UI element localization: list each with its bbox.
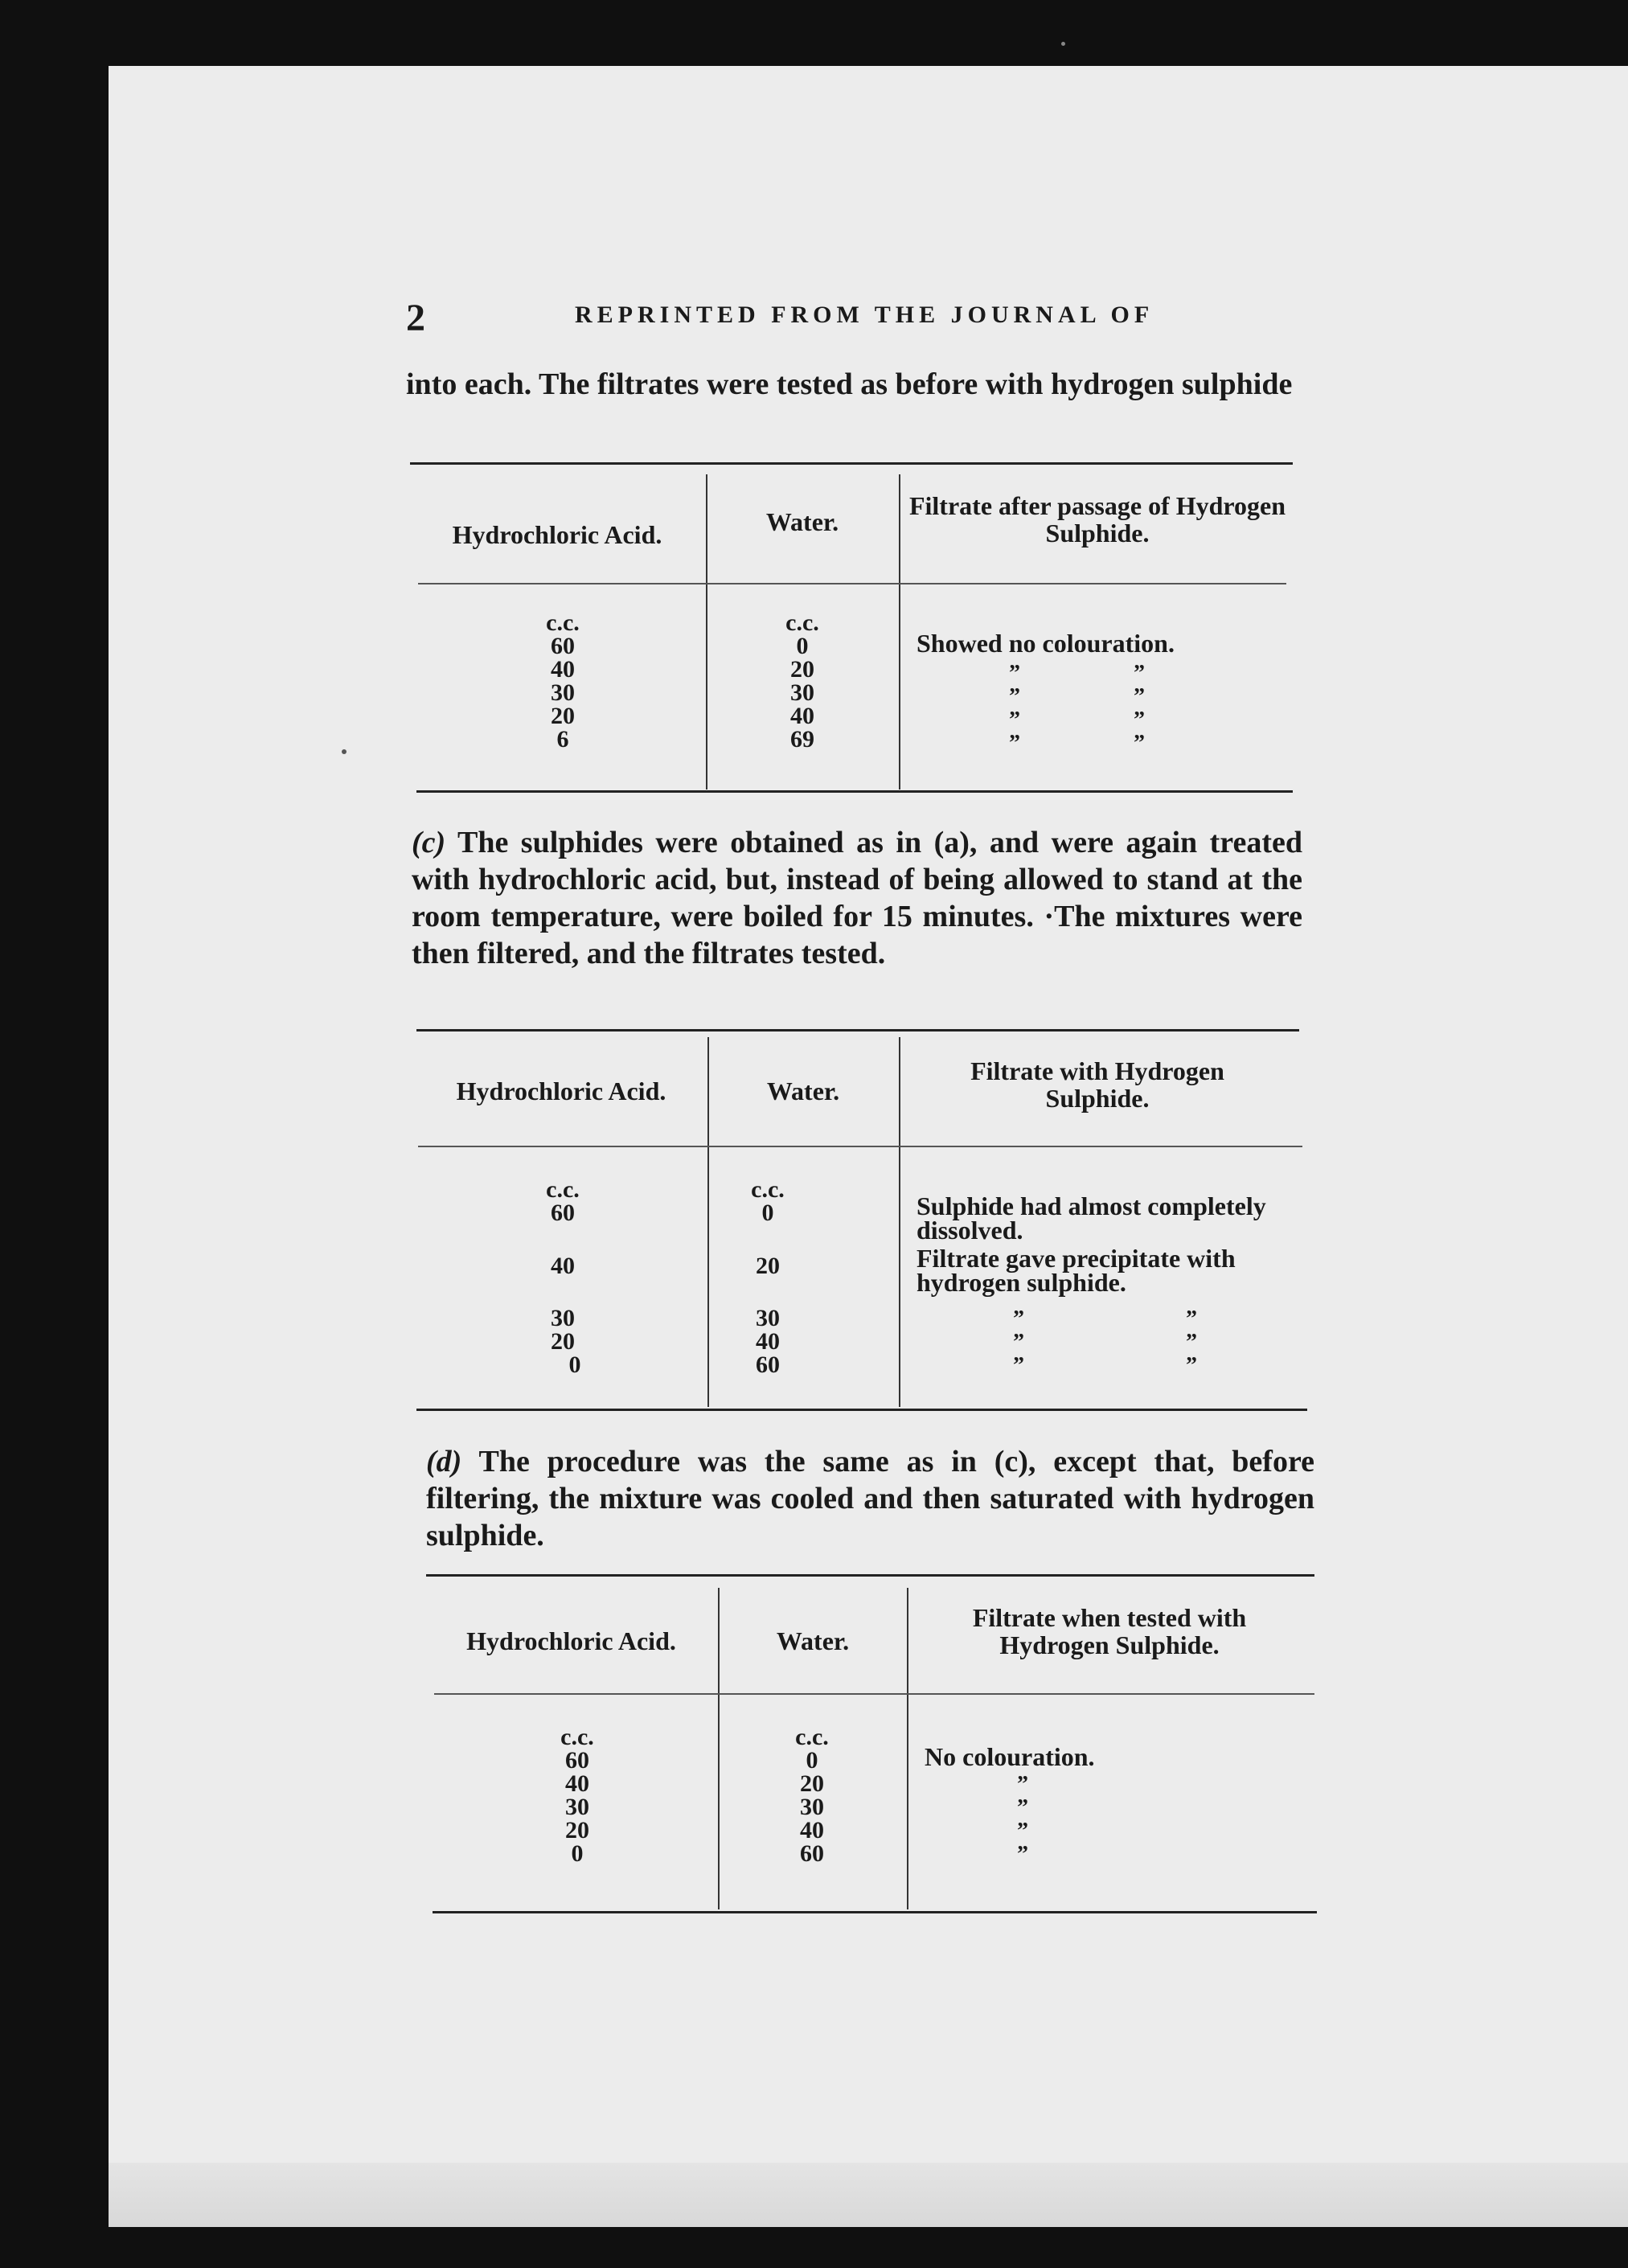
paragraph-c-text: The sulphides were obtained as in (a), and were again treated with hydrochloric acid, but, instead of being allowed to stand at the room temperature, were boiled for 15 minutes. ·The mixtures were then filtered, and the filtrates tested. — [412, 826, 1302, 970]
water-column-values: c.c. 0 20 30 40 69 — [785, 609, 819, 753]
column-header-filtrate: Filtrate when tested with Hydrogen Sulphide. — [972, 1603, 1247, 1659]
column-header-filtrate: Filtrate with Hydrogen Sulphide. — [970, 1056, 1224, 1113]
column-divider — [706, 474, 707, 789]
result-row-1: Showed no colouration. — [917, 629, 1175, 658]
ditto-mark: ” — [1009, 707, 1020, 732]
acid-value: 20 — [551, 1328, 575, 1355]
acid-value: 60 — [551, 1200, 575, 1226]
column-divider — [907, 1588, 908, 1909]
ditto-mark: ” — [1017, 1772, 1028, 1797]
ditto-mark: ” — [1134, 731, 1145, 756]
ditto-mark: ” — [1009, 684, 1020, 709]
ditto-mark: ” — [1017, 1819, 1028, 1844]
ditto-mark: ” — [1186, 1353, 1197, 1378]
paragraph-d-label: (d) — [426, 1445, 462, 1479]
paragraph-d-text: The procedure was the same as in (c), except that, before filtering, the mixture was cooled and then saturated with hydrogen sulphide. — [426, 1445, 1314, 1552]
ditto-mark: ” — [1134, 707, 1145, 732]
ditto-mark: ” — [1017, 1795, 1028, 1820]
running-head: REPRINTED FROM THE JOURNAL OF — [575, 301, 1154, 328]
column-divider — [718, 1588, 720, 1909]
column-divider — [899, 1037, 900, 1407]
column-header-acid: Hydrochloric Acid. — [456, 1077, 666, 1105]
page-number: 2 — [406, 297, 425, 339]
water-value: 0 — [761, 1200, 774, 1226]
result-row-1: Sulphide had almost completely dissolved. — [917, 1191, 1266, 1245]
column-header-water: Water. — [776, 1626, 850, 1655]
ditto-mark: ” — [1013, 1330, 1024, 1355]
paragraph-d — [426, 1443, 1314, 1554]
page-bottom-margin — [109, 2163, 1628, 2227]
result-row-1: No colouration. — [925, 1742, 1095, 1771]
water-unit: c.c. — [751, 1176, 785, 1203]
ditto-mark: ” — [1013, 1306, 1024, 1331]
acid-value: 40 — [551, 1253, 575, 1279]
scan-speck — [1061, 42, 1065, 46]
table-rule-top — [416, 1029, 1299, 1031]
column-header-filtrate: Filtrate after passage of Hydrogen Sulphide. — [908, 491, 1286, 548]
water-value: 60 — [756, 1351, 780, 1378]
ditto-mark: ” — [1013, 1353, 1024, 1378]
ditto-mark: ” — [1186, 1330, 1197, 1355]
table-rule-bottom — [416, 790, 1293, 793]
acid-value: 30 — [551, 1305, 575, 1331]
table-rule-header — [418, 583, 1286, 584]
table-rule-bottom — [416, 1409, 1307, 1411]
paragraph-c-label: (c) — [412, 826, 446, 859]
scan-speck — [342, 749, 347, 754]
water-column-values: c.c. 0 20 30 40 60 — [795, 1724, 829, 1867]
acid-value: 0 — [568, 1351, 581, 1378]
table-rule-bottom — [433, 1911, 1317, 1913]
intro-paragraph: into each. The filtrates were tested as before with hydrogen sulphide — [406, 367, 1293, 401]
column-header-acid: Hydrochloric Acid. — [466, 1626, 676, 1655]
column-header-water: Water. — [766, 1077, 840, 1105]
acid-column-values: c.c. 60 40 30 20 0 — [560, 1724, 594, 1867]
result-row-2: Filtrate gave precipitate with hydrogen sulphide. — [917, 1244, 1236, 1297]
ditto-mark: ” — [1017, 1842, 1028, 1867]
water-value: 40 — [756, 1328, 780, 1355]
paragraph-c — [412, 824, 1302, 972]
column-header-acid: Hydrochloric Acid. — [452, 520, 662, 549]
ditto-mark: ” — [1186, 1306, 1197, 1331]
ditto-mark: ” — [1134, 661, 1145, 686]
water-value: 30 — [756, 1305, 780, 1331]
column-header-water: Water. — [765, 507, 839, 536]
acid-column-values: c.c. 60 40 30 20 6 — [546, 609, 580, 753]
table-rule-header — [418, 1146, 1302, 1147]
table-rule-header — [434, 1693, 1314, 1695]
ditto-mark: ” — [1134, 684, 1145, 709]
ditto-mark: ” — [1009, 731, 1020, 756]
column-divider — [899, 474, 900, 789]
table-rule-top — [410, 462, 1293, 465]
ditto-mark: ” — [1009, 661, 1020, 686]
table-rule-top — [426, 1574, 1314, 1577]
acid-unit: c.c. — [546, 1176, 580, 1203]
water-value: 20 — [756, 1253, 780, 1279]
column-divider — [707, 1037, 709, 1407]
